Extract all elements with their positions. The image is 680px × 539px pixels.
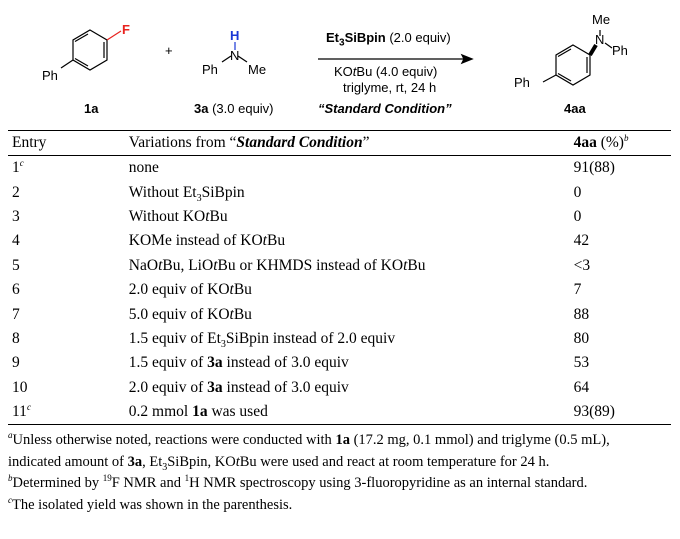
footnote-line: $^a$Unless otherwise noted, reactions were conducted with 1a (17.2 mg, 0.1 mmol) and triglyme (0.5 mL), [8, 430, 610, 448]
compound-id-3a: 3a (3.0 equiv) [194, 101, 274, 116]
footnote-line: indicated amount of 3a, $Et_3SiBpin$, KOtBu were used and react at room temperature for 24 h. [8, 453, 550, 473]
cell-entry: 7 [12, 305, 20, 323]
cell-entry: 1$^c$ [12, 158, 24, 177]
header-entry: Entry [8, 131, 129, 156]
cell-yield: 7 [573, 281, 582, 299]
cell-yield: 53 [573, 354, 590, 372]
optimization-table [8, 130, 671, 425]
cell-entry: 4 [12, 232, 20, 250]
phenyl-label-1a: Ph [42, 68, 58, 83]
cell-entry: 3 [12, 207, 20, 225]
table-row [8, 327, 671, 351]
cell-yield: 88 [573, 305, 590, 323]
footnote-line: $^c$The isolated yield was shown in the parenthesis. [8, 494, 293, 513]
cell-variation: Without KOtBu [128, 207, 228, 225]
cell-yield: 91(88) [573, 159, 615, 177]
nitrogen-label-4aa: N [595, 32, 605, 47]
cell-variation: NaOtBu, LiOtBu or KHMDS instead of KOtBu [128, 256, 426, 274]
table-row [8, 156, 671, 181]
table-row [8, 351, 671, 375]
cell-variation: 2.0 equiv of 3a instead of 3.0 equiv [128, 378, 349, 396]
compound-id-4aa: 4aa [564, 101, 586, 116]
cell-yield: 0 [573, 207, 582, 225]
compound-id-1a: 1a [84, 101, 99, 116]
table-row [8, 376, 671, 400]
cell-variation: 1.5 equiv of $Et_3SiBpin$ instead of 2.0 equiv [128, 329, 396, 351]
methyl-label-3a: Me [248, 62, 267, 77]
cell-yield: 64 [573, 378, 590, 396]
cell-yield: 80 [573, 329, 590, 347]
table-header-row [8, 131, 671, 156]
standard-condition-label: “Standard Condition” [318, 101, 452, 116]
cell-entry: 6 [12, 281, 20, 299]
table-body [8, 156, 671, 425]
reaction-arrow [318, 55, 472, 63]
cell-variation: 5.0 equiv of KOtBu [128, 305, 252, 323]
footnotes [8, 430, 678, 516]
cell-entry: 10 [12, 378, 28, 396]
reaction-scheme [0, 0, 680, 128]
reagent-base: KOtBu (4.0 equiv) [334, 64, 438, 79]
phenyl-label-4aa-ring: Ph [514, 75, 530, 90]
table-row [8, 302, 671, 326]
hydrogen-label: H [230, 28, 240, 43]
table-row [8, 400, 671, 425]
cell-variation: Without $Et_3SiBpin$ [128, 183, 245, 204]
reagent-silane: $Et_3SiBpin$ (2.0 equiv) [326, 30, 451, 49]
cell-entry: 11$^c$ [8, 400, 129, 425]
cell-variation: 2.0 equiv of KOtBu [128, 281, 252, 299]
cell-yield: 0 [573, 183, 582, 201]
table-row [8, 278, 671, 302]
cell-variation: none [128, 159, 159, 177]
cell-yield: 93(89) [574, 400, 671, 425]
table-row [8, 254, 671, 278]
header-variations: Variations from “Standard Condition” [129, 131, 574, 156]
plus-sign: + [165, 43, 173, 58]
table-row [8, 205, 671, 229]
cell-entry: 9 [12, 354, 20, 372]
phenyl-label-3a: Ph [202, 62, 218, 77]
reaction-solvent-conditions: triglyme, rt, 24 h [343, 80, 437, 95]
cell-yield: 42 [573, 232, 590, 250]
cell-entry: 5 [12, 256, 20, 274]
cell-variation: KOMe instead of KOtBu [128, 232, 286, 250]
methyl-label-4aa: Me [592, 12, 611, 27]
structure-1a [61, 30, 121, 70]
cell-entry: 2 [12, 183, 20, 201]
phenyl-label-4aa-n: Ph [612, 43, 628, 58]
footnote-line: $^b$Determined by $^{19}$F NMR and $^1$H NMR spectroscopy using 3-fluoropyridine as an internal standard. [8, 473, 588, 491]
header-yield: 4aa (%)$^b$ [574, 131, 671, 156]
cell-entry: 8 [12, 329, 20, 347]
cell-variation: 0.2 mmol 1a was used [129, 400, 574, 425]
table-row [8, 180, 671, 204]
fluorine-label: F [122, 22, 130, 37]
table-row [8, 229, 671, 253]
nitrogen-label-3a: N [230, 48, 240, 63]
cell-variation: 1.5 equiv of 3a instead of 3.0 equiv [128, 354, 349, 372]
cell-yield: <3 [573, 256, 591, 274]
